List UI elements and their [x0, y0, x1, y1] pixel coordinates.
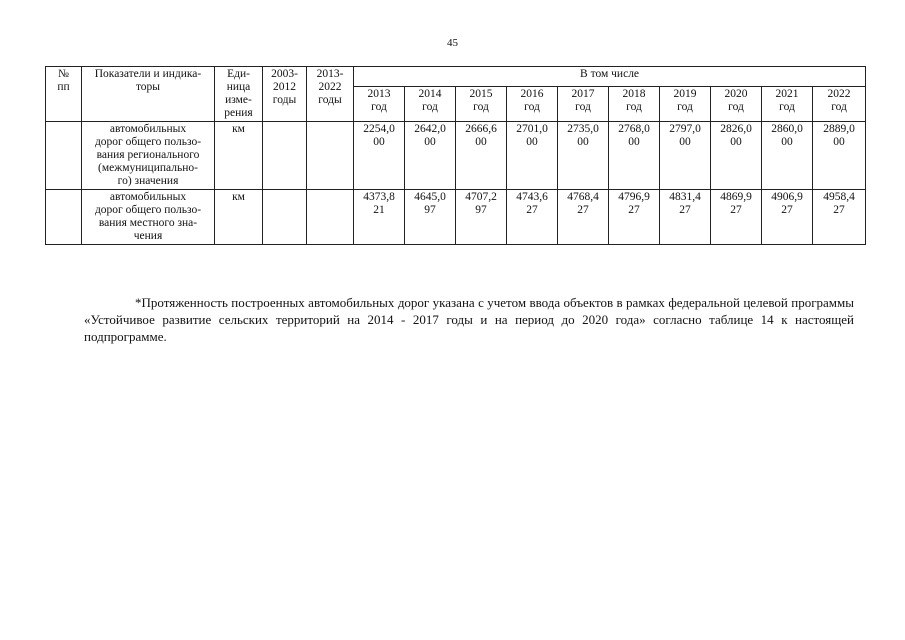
header-including: В том числе — [354, 67, 866, 87]
row-value: 4958,4 27 — [813, 190, 866, 245]
row-value: 2735,0 00 — [558, 122, 609, 190]
row-value: 4831,4 27 — [660, 190, 711, 245]
header-row-1 — [46, 67, 866, 87]
header-year: 2015 год — [456, 86, 507, 121]
row-value: 4768,4 27 — [558, 190, 609, 245]
row-value: 4906,9 27 — [762, 190, 813, 245]
header-period-2003-2012: 2003- 2012 годы — [263, 67, 307, 122]
header-year: 2013 год — [354, 86, 405, 121]
header-year: 2018 год — [609, 86, 660, 121]
row-period-2013-2022 — [307, 122, 354, 190]
row-indicator-name: автомобильных дорог общего пользо- вания местного зна- чения — [82, 190, 215, 245]
row-indicator-name: автомобильных дорог общего пользо- вания регионального (межмуниципально- го) значения — [82, 122, 215, 190]
row-number — [46, 122, 82, 190]
row-period-2003-2012 — [263, 122, 307, 190]
header-year: 2022 год — [813, 86, 866, 121]
row-value: 2860,0 00 — [762, 122, 813, 190]
table-row — [46, 190, 866, 245]
page-number: 45 — [447, 37, 458, 49]
row-value: 2889,0 00 — [813, 122, 866, 190]
header-no: № пп — [46, 67, 82, 122]
row-value: 4796,9 27 — [609, 190, 660, 245]
header-year: 2019 год — [660, 86, 711, 121]
row-number — [46, 190, 82, 245]
row-value: 2826,0 00 — [711, 122, 762, 190]
row-value: 2768,0 00 — [609, 122, 660, 190]
row-value: 2797,0 00 — [660, 122, 711, 190]
row-value: 4645,0 97 — [405, 190, 456, 245]
row-value: 4743,6 27 — [507, 190, 558, 245]
header-year: 2016 год — [507, 86, 558, 121]
row-period-2003-2012 — [263, 190, 307, 245]
row-period-2013-2022 — [307, 190, 354, 245]
header-year: 2014 год — [405, 86, 456, 121]
row-unit: км — [215, 190, 263, 245]
row-value: 4869,9 27 — [711, 190, 762, 245]
header-year: 2017 год — [558, 86, 609, 121]
row-value: 4707,2 97 — [456, 190, 507, 245]
row-unit: км — [215, 122, 263, 190]
header-year: 2020 год — [711, 86, 762, 121]
indicators-table — [45, 66, 866, 245]
row-value: 4373,8 21 — [354, 190, 405, 245]
footnote-text: *Протяженность построенных автомобильных дорог указана с учетом ввода объектов в рамках федеральной целевой программы «Устойчивое развитие сельских территорий на 2014 - 2017 годы и на период до 2020 года» согласно таблице 14 к настоящей подпрограмме. — [84, 295, 854, 344]
row-value: 2666,6 00 — [456, 122, 507, 190]
header-year: 2021 год — [762, 86, 813, 121]
header-indicators: Показатели и индика- торы — [82, 67, 215, 122]
row-value: 2254,0 00 — [354, 122, 405, 190]
header-period-2013-2022: 2013- 2022 годы — [307, 67, 354, 122]
row-value: 2701,0 00 — [507, 122, 558, 190]
row-value: 2642,0 00 — [405, 122, 456, 190]
header-unit: Еди- ница изме- рения — [215, 67, 263, 122]
table-row — [46, 122, 866, 190]
